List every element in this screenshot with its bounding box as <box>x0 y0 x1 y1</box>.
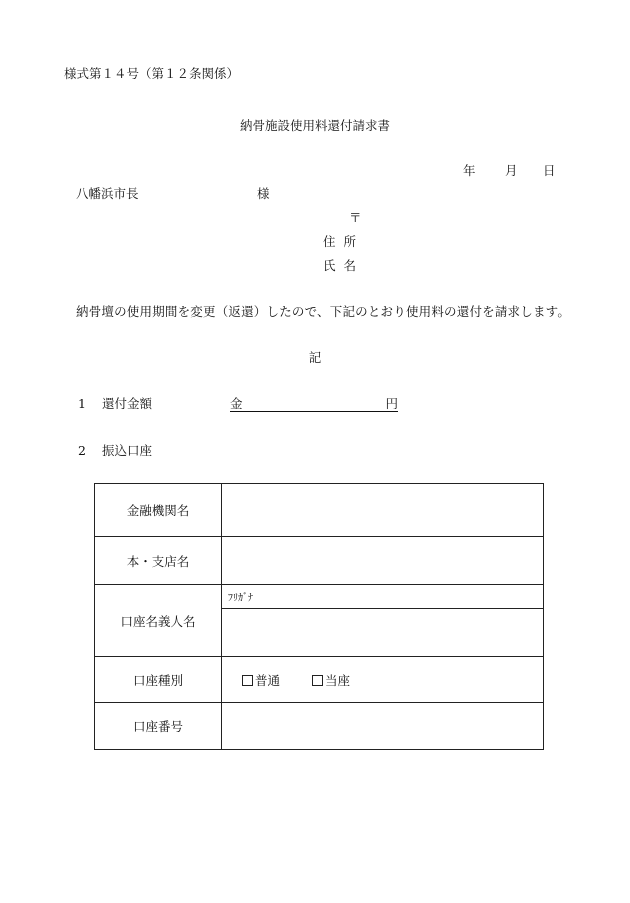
checkbox-futsu[interactable] <box>242 671 280 689</box>
form-number: 様式第１４号（第１２条関係） <box>64 66 240 81</box>
furigana-label: ﾌﾘｶﾞﾅ <box>228 593 253 604</box>
date-year: 年 <box>463 163 476 178</box>
checkbox-icon <box>312 675 323 686</box>
furigana-field[interactable] <box>222 585 544 609</box>
account-type-options <box>222 657 544 703</box>
address-label: 住所 <box>323 234 365 249</box>
refund-amount-field[interactable] <box>230 396 398 412</box>
account-type-label: 口座種別 <box>95 657 222 703</box>
holder-label: 口座名義人名 <box>95 585 222 657</box>
date-month: 月 <box>505 163 518 178</box>
checkbox-icon <box>242 675 253 686</box>
institution-label: 金融機関名 <box>95 484 222 537</box>
postal-mark: 〒 <box>349 210 362 225</box>
bank-item-number: 2 <box>78 443 86 458</box>
holder-field[interactable] <box>222 609 544 657</box>
name-label: 氏名 <box>323 258 365 273</box>
bank-account-label: 振込口座 <box>102 443 153 458</box>
option-touza-label: 当座 <box>325 672 351 688</box>
amount-prefix: 金 <box>230 396 243 411</box>
option-futsu-label: 普通 <box>255 672 281 688</box>
request-text: 納骨壇の使用期間を変更（返還）したので、下記のとおり使用料の還付を請求します。 <box>76 304 571 319</box>
branch-label: 本・支店名 <box>95 537 222 585</box>
bank-account-table <box>94 483 544 750</box>
date-day: 日 <box>543 163 556 178</box>
refund-amount-label: 還付金額 <box>102 396 153 411</box>
account-number-field[interactable] <box>222 703 544 750</box>
honorific: 様 <box>257 186 270 201</box>
addressee: 八幡浜市長 <box>76 186 139 201</box>
branch-field[interactable] <box>222 537 544 585</box>
document-title: 納骨施設使用料還付請求書 <box>239 118 390 133</box>
amount-unit: 円 <box>385 396 398 411</box>
ki-label: 記 <box>308 350 322 365</box>
refund-item-number: 1 <box>78 396 86 411</box>
institution-field[interactable] <box>222 484 544 537</box>
account-number-label: 口座番号 <box>95 703 222 750</box>
checkbox-touza[interactable] <box>312 671 350 689</box>
